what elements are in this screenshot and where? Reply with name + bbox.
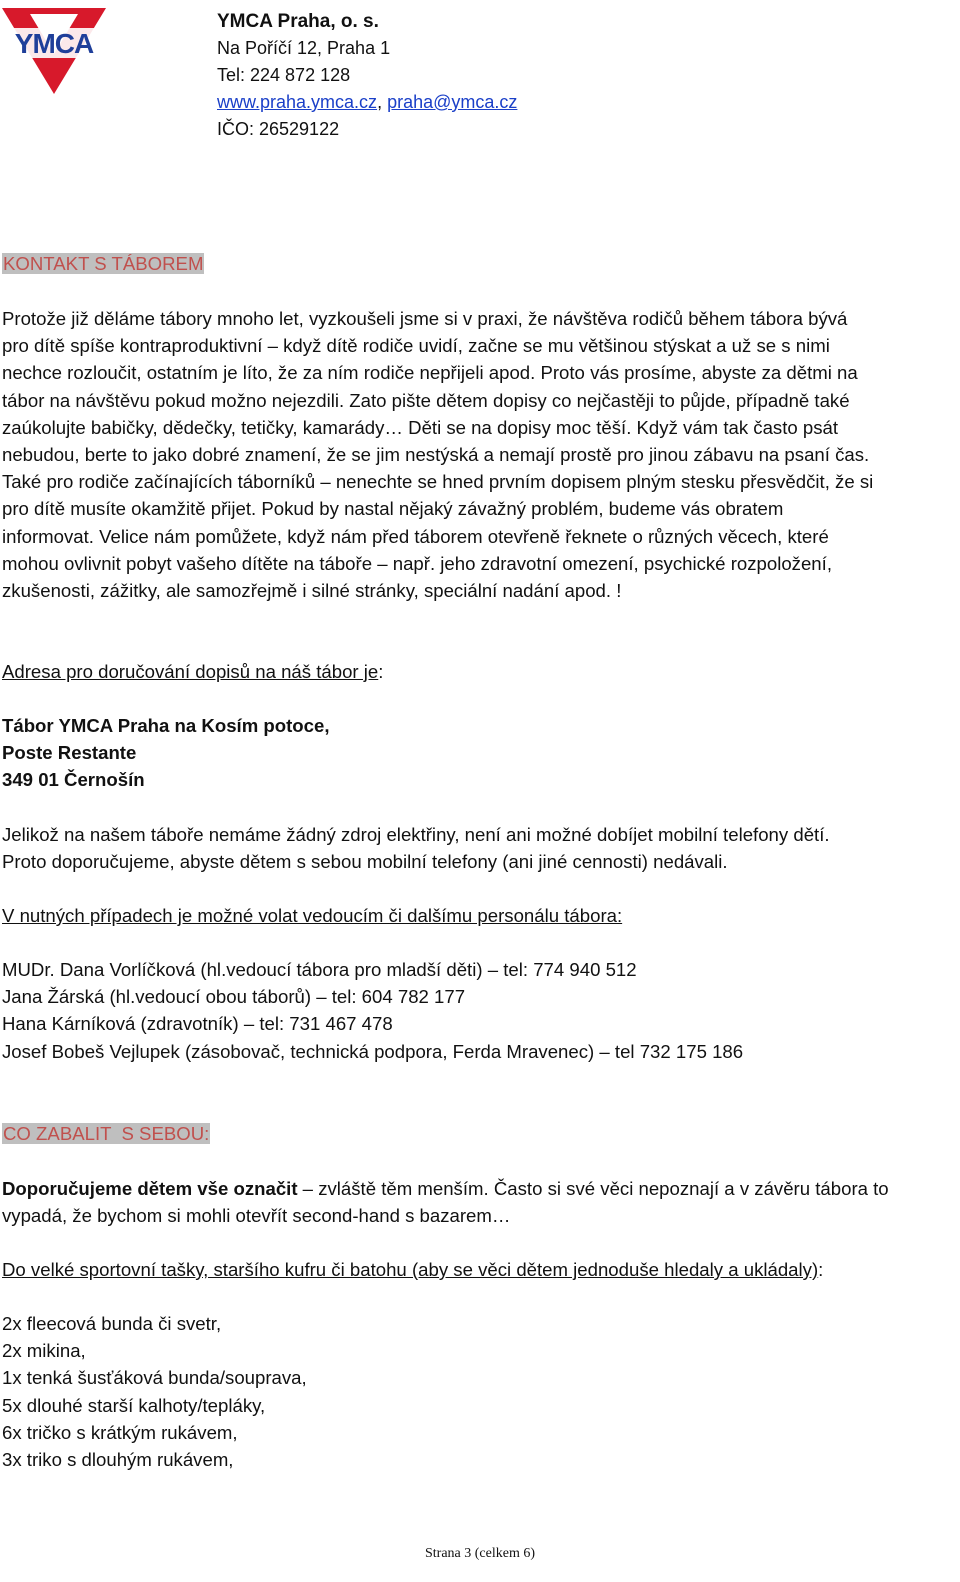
intro-line-2: vypadá, že bychom si mohli otevřít second-hand s bazarem… [2,1205,511,1227]
org-name: YMCA Praha, o. s. [217,11,379,32]
website-link[interactable]: www.praha.ymca.cz [217,92,378,112]
bag-label-row [2,1256,954,1283]
packing-intro [2,1175,954,1229]
packing-item: 2x mikina, [2,1340,86,1362]
contact-item: Josef Bobeš Vejlupek (zásobovač, technická podpora, Ferda Mravenec) – tel 732 175 186 [2,1040,744,1062]
packing-item: 5x dlouhé starší kalhoty/tepláky, [2,1394,266,1416]
paragraph-line: tábor na návštěvu pokud možno nejezdili. Zato pište dětem dopisy co nejčastěji to půjde, případně také [2,389,850,411]
contact-item: Hana Kárníková (zdravotník) – tel: 731 467 478 [2,1013,393,1035]
paragraph-line: zaúkolujte babičky, dědečky, tetičky, kamarády… Děti se na dopisy moc těší. Když vám tak často psát [2,416,839,438]
intro-rest: – zvláště těm menším. Často si své věci nepoznají a v závěru tábora to [297,1178,889,1199]
org-contacts [217,89,517,116]
address-label-suffix: : [378,661,384,682]
bag-label: Do velké sportovní tašky, staršího kufru či batohu (aby se věci dětem jednoduše hledaly a ukládaly) [2,1259,819,1280]
org-phone: Tel: 224 872 128 [217,65,351,85]
electricity-note [2,821,954,875]
address-line: Tábor YMCA Praha na Kosím potoce, [2,715,330,736]
page-footer: Strana 3 (celkem 6) [424,1546,535,1561]
address-line: 349 01 Černošín [2,769,145,791]
paragraph-line: pro dítě spíše kontraproduktivní – když dítě rodiče uvidí, začne se mu většinou stýskat a už se s nimi [2,335,830,357]
contact-item: MUDr. Dana Vorlíčková (hl.vedoucí tábora pro mladší děti) – tel: 774 940 512 [2,959,637,980]
note-line: Proto doporučujeme, abyste dětem s sebou mobilní telefony (ani jiné cennosti) nedávali. [2,851,728,873]
packing-item: 6x tričko s krátkým rukávem, [2,1421,238,1443]
org-ico: IČO: 26529122 [217,119,340,139]
packing-item: 2x fleecová bunda či svetr, [2,1313,222,1334]
intro-bold: Doporučujeme dětem vše označit [2,1178,298,1199]
packing-heading: CO ZABALIT S SEBOU: [3,1123,210,1144]
contact-item: Jana Žárská (hl.vedoucí obou táborů) – tel: 604 782 177 [2,986,466,1008]
packing-heading-row [2,1120,954,1147]
contacts-heading-row [2,902,954,929]
paragraph-line: mohou ovlivnit pobyt vašeho dítěte na táboře – např. jeho zdravotní omezení, psychické rozpoložení, [2,552,832,574]
contacts-list [2,956,954,1065]
packing-list [2,1310,954,1473]
packing-item: 1x tenká šusťáková bunda/souprava, [2,1367,307,1389]
contact-paragraph [2,305,954,604]
address-label: Adresa pro doručování dopisů na náš tábor je [2,661,379,682]
paragraph-line: Také pro rodiče začínajících táborníků – nenechte se hned prvním dopisem plným stesku přesvědčit, že si [2,471,874,493]
bag-label-suffix: : [818,1259,824,1280]
organization-info [217,8,517,143]
intro-line [2,1175,954,1202]
contact-separator: , [377,92,388,112]
note-line: Jelikož na našem táboře nemáme žádný zdroj elektřiny, není ani možné dobíjet mobilní telefony dětí. [2,824,830,845]
paragraph-line: Protože již děláme tábory mnoho let, vyzkoušeli jsme si v praxi, že návštěva rodičů během tábora bývá [2,308,848,329]
ymca-logo [0,4,108,96]
address-line: Poste Restante [2,742,137,764]
paragraph-line: nechce rozloučit, ostatním je líto, že za ním rodiče nepřijeli apod. Proto vás prosíme, abyste za dětmi na [2,362,858,384]
contacts-heading: V nutných případech je možné volat vedoucím či dalšímu personálu tábora: [2,905,623,926]
email-link[interactable]: praha@ymca.cz [387,92,518,112]
contact-heading-row [2,250,954,277]
paragraph-line: zkušenosti, zážitky, ale samozřejmě i silné stránky, speciální nadání apod. ! [2,580,622,602]
camp-address [2,712,954,794]
paragraph-line: nebudou, berte to jako dobré znamení, že se jim nestýská a nemají prostě pro jinou zábavu na psaní čas. [2,444,870,466]
paragraph-line: informovat. Velice nám pomůžete, když nám před táborem otevřeně řeknete o různých věcech, které [2,525,829,547]
paragraph-line: pro dítě musíte okamžitě přijet. Pokud by nastal nějaký závažný problém, budeme vás obratem [2,498,784,520]
address-label-row [2,658,954,685]
logo-text: YMCA [14,28,94,59]
org-address: Na Poříčí 12, Praha 1 [217,38,391,58]
contact-heading: KONTAKT S TÁBOREM [3,253,204,274]
packing-item: 3x triko s dlouhým rukávem, [2,1449,234,1471]
